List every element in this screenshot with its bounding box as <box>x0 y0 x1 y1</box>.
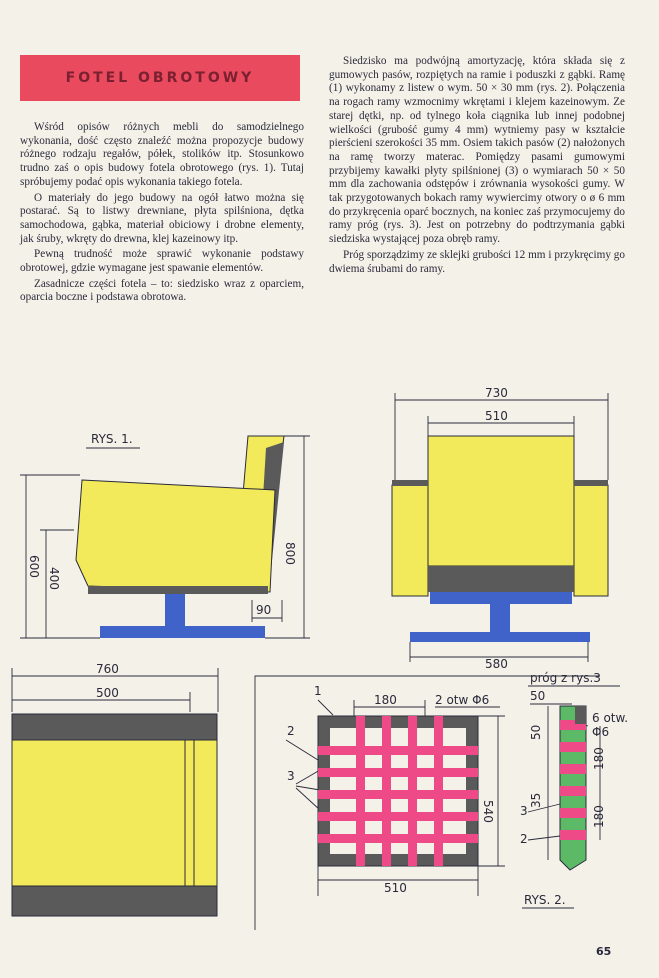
armrest-bottom <box>12 886 217 916</box>
armrest-left-top <box>392 480 428 486</box>
rubber-strap <box>318 768 478 777</box>
page-title: FOTEL OBROTOWY <box>65 70 255 86</box>
swivel-base-front <box>410 632 590 642</box>
paragraph: Wśród opisów różnych mebli do samodzielnego wykonania, dość często znaleźć można propozycje budowy różnego rodzaju regałów, półek, stolików itp. Stosunkowo trudno zaś o opis budowy fotela obrotowego (rys. 1). Tutaj spróbujemy podać opis wykonania takiego fotela. <box>20 121 304 188</box>
threshold-strap <box>560 830 586 840</box>
paragraph: Zasadnicze części fotela – to: siedzisko wraz z oparciem, oparcia boczne i podstawa obrotowa. <box>20 277 304 304</box>
rubber-strap <box>318 790 478 799</box>
seat-frame-front <box>428 566 574 592</box>
rubber-strap <box>318 746 478 755</box>
paragraph: Pewną trudność może sprawić wykonanie podstawy obrotowej, gdzie wymagane jest spawanie elementów. <box>20 248 304 275</box>
front-view-drawing <box>392 386 608 671</box>
rys2-label: RYS. 2. <box>524 893 566 907</box>
prog-dim-50: 50 <box>530 689 546 703</box>
label-2-otw: 2 otw Φ6 <box>435 693 490 707</box>
threshold-strap <box>560 786 586 796</box>
dim-510: 510 <box>485 409 508 423</box>
dim-800: 800 <box>283 542 297 565</box>
seat-frame <box>88 586 268 594</box>
prog-phi: Φ6 <box>592 725 610 739</box>
label-2: 2 <box>287 724 295 738</box>
swivel-base <box>100 626 265 638</box>
dim-90: 90 <box>256 603 272 617</box>
prog-dim-180b: 180 <box>592 805 606 828</box>
rubber-strap <box>318 834 478 843</box>
paragraph: O materiały do jego budowy na ogół łatwo można się postarać. Są to listwy drewniane, płyta spilśniona, dętka samochodowa, gąbka, materiał obiciowy i drobne elementy, jak śruby, wkręty do drewna, klej kazeinowy itp. <box>20 191 304 245</box>
dim-600: 600 <box>27 555 41 578</box>
top-view-drawing <box>12 662 218 916</box>
swivel-column <box>165 594 185 628</box>
threshold-drawing <box>520 671 628 908</box>
swivel-column-front <box>490 604 510 634</box>
prog-label-2: 2 <box>520 832 528 846</box>
prog-dim-180a: 180 <box>592 747 606 770</box>
armrest-top <box>12 714 217 740</box>
seat-cushion <box>76 480 275 592</box>
dim-580: 580 <box>485 657 508 671</box>
prog-otw: 6 otw. <box>592 711 629 725</box>
dim-540: 540 <box>481 800 495 823</box>
prog-dim-50b: 50 <box>529 724 543 740</box>
dim-730: 730 <box>485 386 508 400</box>
rubber-strap <box>318 812 478 821</box>
side-view-drawing <box>20 432 310 638</box>
threshold-top <box>575 706 586 724</box>
paragraph: Próg sporządzimy ze sklejki grubości 12 mm i przykręcimy go dwiema śrubami do ramy. <box>329 248 625 275</box>
label-1: 1 <box>314 684 322 698</box>
dim-500: 500 <box>96 686 119 700</box>
prog-dim-35: 35 <box>529 792 543 808</box>
prog-label-3: 3 <box>520 804 528 818</box>
dim-510-frame: 510 <box>384 881 407 895</box>
dim-180: 180 <box>374 693 397 707</box>
seat-top <box>12 740 217 886</box>
threshold-strap <box>560 764 586 774</box>
armrest-right <box>574 485 608 596</box>
armrest-right-top <box>574 480 608 486</box>
backrest-front <box>428 436 574 566</box>
threshold-strap <box>560 742 586 752</box>
dim-760: 760 <box>96 662 119 676</box>
armrest-left <box>392 485 428 596</box>
page-number: 65 <box>596 945 612 958</box>
dim-400: 400 <box>47 567 61 590</box>
rys1-label: RYS. 1. <box>91 432 133 446</box>
seat-plate <box>430 592 572 604</box>
threshold-strap <box>560 808 586 818</box>
label-3: 3 <box>287 769 295 783</box>
paragraph: Siedzisko ma podwójną amortyzację, która składa się z gumowych pasów, rozpiętych na ramie i poduszki z gąbki. Ramę (1) wykonamy z listew o wym. 50 × 30 mm (rys. 2). Połączenia na rogach ramy wzmocnimy wkrętami i klejem kazeinowym. Ze starej dętki, np. od tylnego koła ciągnika lub innej podobnej wielkości (grubość gumy 4 mm) wytniemy pasy w kształcie pierścieni szerokości 35 mm. Osiem takich pasów (2) nałożonych na ramę tworzy materac. Pomiędzy pasami gumowymi przybijemy kawałki płyty spilśnionej (3) o wymiarach 50 × 50 mm dla zachowania odstępów i zrównania wysokości gumy. W tak przygotowanych bokach ramy wywiercimy otwory o ø 6 mm do przykręcenia oparć bocznych, na koniec zaś przymocujemy do ramy próg (rys. 3). Jest on potrzebny do podtrzymania gąbki siedziska wystającej poza obręb ramy. <box>329 55 625 246</box>
prog-title: próg z rys.3 <box>530 671 601 685</box>
